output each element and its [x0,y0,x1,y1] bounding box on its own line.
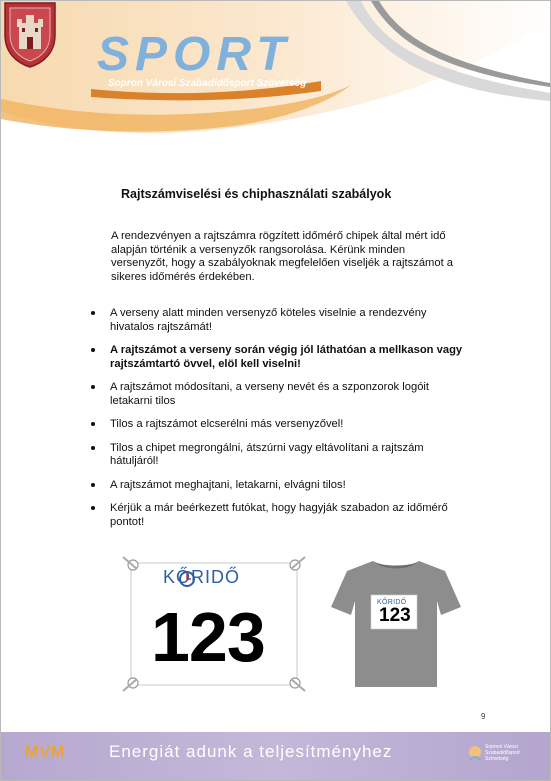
sopron-crest-icon [1,1,59,69]
mvm-logo: MVM [25,744,66,761]
logo-text: SPORT [97,28,292,81]
bullet-icon [91,483,95,487]
rule-item [91,479,471,493]
rule-text: A verseny alatt minden versenyző köteles viselnie a rendezvény hivatalos rajtszámát! [110,307,427,333]
footer-banner [1,732,550,780]
shirt-bib-brand: KŐRIDŐ [377,599,407,606]
rules-list [91,307,471,539]
rule-item [91,344,471,371]
rule-item [91,307,471,334]
document-title: Rajtszámviselési és chiphasználati szabályok [121,187,392,201]
header [1,1,550,161]
rule-text: A rajtszámot meghajtani, letakarni, elvágni tilos! [110,478,346,491]
footer-emblem-icon [467,744,483,764]
bullet-icon [91,348,95,352]
bullet-icon [91,446,95,450]
rule-item [91,502,471,529]
rule-text: Tilos a chipet megrongálni, átszúrni vagy eltávolítani a rajtszám hátuljáról! [110,441,424,467]
rule-text: Tilos a rajtszámot elcserélni más versenyzővel! [110,418,344,430]
rule-item [91,381,471,408]
rule-item [91,442,471,469]
footer-slogan: Energiát adunk a teljesítményhez [109,742,393,761]
bullet-icon [91,506,95,510]
bullet-icon [91,385,95,389]
rule-text: Kérjük a már beérkezett futókat, hogy hagyják szabadon az időmérő pontot! [110,502,448,528]
bullet-icon [91,422,95,426]
footer-org-line: Szövetség [485,756,509,762]
intro-paragraph: A rendezvényen a rajtszámra rögzített időmérő chipek által mért idő alapján történik a versenyzők rangsorolása. Kérünk minden versenyzőt, hogy a szabályoknak megfelelően viseljék a rajtszámot a sikeres időmérés érdekében. [111,230,454,283]
footer-org-line: Szabadidősport [485,750,520,756]
bib-number: 123 [151,598,265,676]
bib-brand: KŐRIDŐ [163,567,241,587]
page-number: 9 [481,712,486,721]
rule-item [91,418,471,432]
bullet-icon [91,311,95,315]
rule-text: A rajtszámot a verseny során végig jól láthatóan a mellkason vagy rajtszámtartó övvel, elöl kell viselni! [110,344,463,370]
footer-org [485,744,545,762]
shirt-bib-number: 123 [379,605,411,626]
logo-subtitle: Sopron Városi Szabadidősport Szövetség [107,78,307,89]
footer-org-line: Soproni Városi [485,744,518,750]
rule-text: A rajtszámot módosítani, a verseny nevét és a szponzorok logóit letakarni tilos [110,381,430,407]
